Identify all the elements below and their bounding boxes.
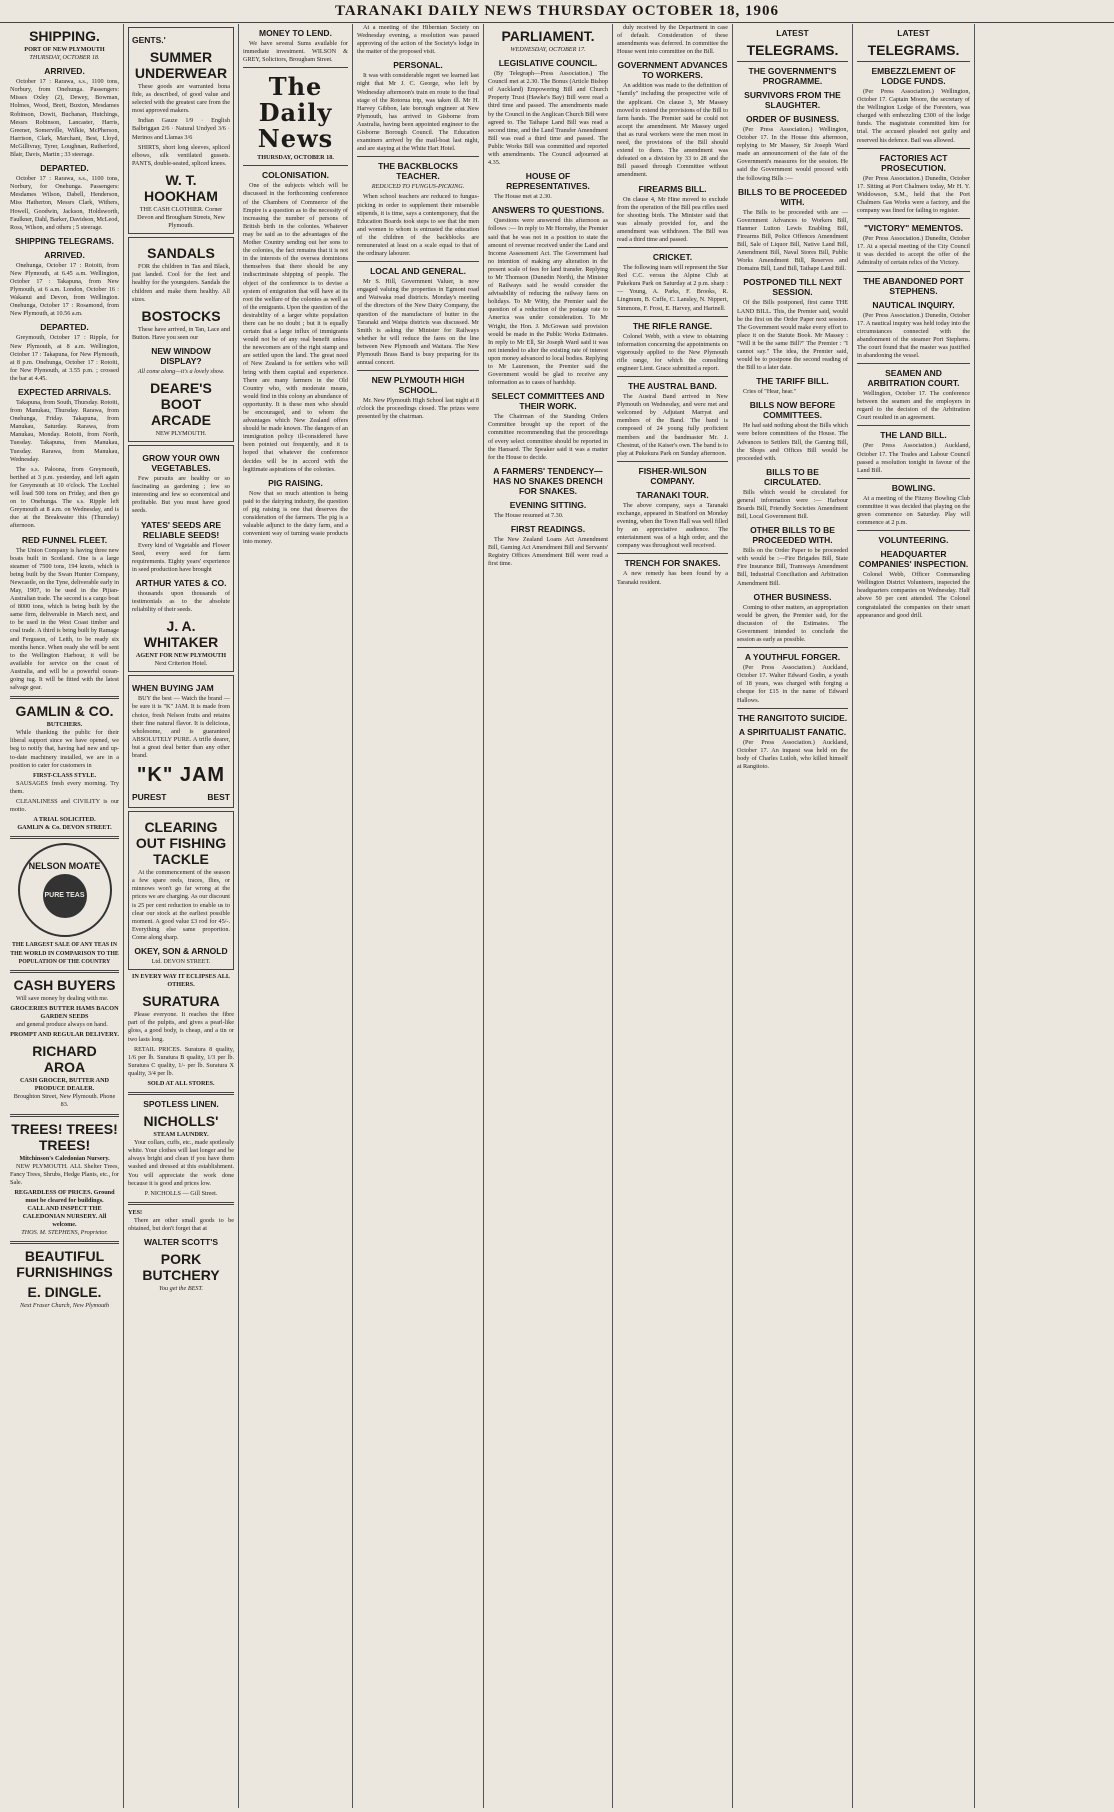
arrived2-text: Onehunga, October 17 : Rotoiti, from New Plymouth, at 6.45 a.m. Wellington, October 17 : Takapuna, from New Plymouth, at 6 a.m. London, October 16 : Wakanui and Devon, from Wellington. Onehunga, October 17 : Rosamond, from New Plymouth, at 10.56 a.m. (10, 261, 119, 318)
house-heading: HOUSE OF REPRESENTATIVES. (506, 171, 590, 192)
pork-butchery: PORK BUTCHERY (142, 1251, 220, 1284)
first-class: FIRST-CLASS STYLE. (32, 771, 97, 779)
land-text: (Per Press Association.) Auckland, October 17. The Trades and Labour Council passed a resolution tonight in favour of the Land Bill. (857, 442, 970, 474)
gov-advances-text: An addition was made to the definition of "family" including the prospective wife of the applicant. On clause 3, Mr Massey moved to extend the provisions of the Bill to farm hands. The Premier said he could not accept the amendment. Mr Massey urged that as rural workers were the men most in need, the provisions of the Bill should extend to them. The amendment was defeated on a division by 33 to 28 and the Bill passed through Committee without amendment. (617, 82, 728, 179)
port-heading: PORT OF NEW PLYMOUTH (24, 46, 105, 53)
k-jam-ad (128, 675, 234, 808)
select-text: The Chairman of the Standing Orders Committee brought up the report of the committee recommending that the proceedings of every select committee should be reported in the Hansard. The Speaker said it was a matter for the House to decide. (488, 413, 608, 461)
fisher-text: The above company, says a Taranaki exchange, appeared in Stratford on Monday evening, when the Town Hall was well filled by an appreciative audience. The entertainment was of a high order, and the company was throughout well received. (617, 501, 728, 550)
hookham-name: W. T. HOOKHAM (144, 171, 218, 204)
circulated-text: Bills which would be circulated for general information were :— Harbour Boards Bill, Friendly Societies Amendment Bill, Local Government Bill. (737, 488, 848, 521)
sold-stores: SOLD AT ALL STORES. (147, 1080, 215, 1087)
cricket-text: The following team will represent the Star Red C.C. versus the Alpine Club at Pukekura Park on Saturday at 2 p.m. sharp :— Young, A. Parks, F. Brooks, R. Lingmum, B. Cuffe, C. Lansley, N. Nippert, Simmons, F. Frost, E. Harvey, and Hartnell. (617, 264, 728, 312)
personal-text: It was with considerable regret we learned last night that Mr J. C. George, who left by Wednesday afternoon's train en route to the final stage of the Rotorua trip, was taken ill. Mr H. Harvey Gibbon, late borough engineer at New Plymouth, has arrived in Gisborne from Australia, having been appointed engineer to the Gisborne Borough Council. The Education examiners arrived by the mail-boat last night, and are staying at the White Hart Hotel. (357, 72, 479, 153)
column-parliament-2 (613, 24, 733, 1808)
arrived2-heading: ARRIVED. (44, 249, 85, 260)
column-news (353, 24, 484, 1808)
band-text: The Austral Band arrived in New Plymouth on Wednesday, and were met and welcomed by Adjutant Marryat and members of the Band. The band is composed of 24 young fully proficient members and the bandmaster Mr. J. Chestnut, of the Kaiser's own. The band is to play at Pukekura Park on Sunday afternoon. (617, 393, 728, 457)
gents-label: GENTS.' (132, 35, 166, 45)
departed-heading: DEPARTED. (40, 163, 89, 174)
k-jam-best: BEST (207, 792, 230, 803)
rangitoto-heading: THE RANGITOTO SUICIDE. (737, 712, 848, 723)
youthful-heading: A YOUTHFUL FORGER. (744, 652, 841, 663)
nicholls-address: P. NICHOLLS — Gill Street. (144, 1189, 218, 1197)
volunteering-heading: VOLUNTEERING. (878, 535, 949, 546)
cricket-heading: CRICKET. (652, 252, 693, 263)
nicholls-text: Your collars, cuffs, etc., made spotlessly white. Your clothes will last longer and be always bright and clean if you have them washed and dressed at this establishment. You will appreciate the work done because it is good and prices low. (128, 1139, 234, 1187)
stephens: THOS. M. STEPHENS, Proprietor. (21, 1229, 108, 1237)
spotless-heading: SPOTLESS LINEN. (143, 1099, 219, 1110)
circulated-heading: BILLS TO BE CIRCULATED. (764, 466, 821, 487)
okey-ad (128, 811, 234, 970)
aroa-heading: RICHARD AROA (32, 1043, 97, 1076)
answers-heading: ANSWERS TO QUESTIONS. (491, 205, 605, 216)
whitaker-name: J. A. WHITAKER (143, 618, 219, 651)
deare-ad (128, 237, 234, 442)
colonisation-text: One of the subjects which will be discussed in the forthcoming conference of the Chambers of Commerce of the Empire is a question as to the necessity of increasing the number of persons of British birth in the colonies. Whatever may be said as to the advantages of the Mother Country sending out her sons to the colonies, the fact remains that it is not in the interests of the oversea dominions themselves that there should be any indiscriminate shipping of people. The object of the conference is to devise a system of emigration that will have at its root the welfare of the colonies as well as of the emigrants. Upon the question of the desirability of a larger white population there can be no doubt ; but it is equally certain that a large influx of immigrants would not be of any real benefit unless the newcomers are of the right stamp and are settled upon the land. The great need of New Zealand is for settlers who will bring with them capital and experience. There are many farmers in the Old Country who, with moderate means, would find in this colony an abundance of opportunity. It is these men who should be encouraged, and to whom the advantages which New Zealand offers should be made known. The dangers of an immigration policy ill-considered have been pointed out frequently, and it is hoped that whatever the conference decides will be in accord with the legitimate aspirations of the colonies. (243, 182, 348, 473)
answers-text: Questions were answered this afternoon as follows :— In reply to Mr Hornsby, the Premier said that he was not in a position to state the amount of revenue received under the Land and Income Assessment Act. The Government had no intention of making any alteration in the present scale of fees for land transfer. Replying to Mr Thomson (Dunedin North), the Minister of Railways said he would consider the advisability of reducing the railway fares on holidays. To Mr Witty, the Premier said the question of a reduction of the postage rate to America was under consideration. To Mr Wright, the Hon. J. McGowan said provision would be made in the Public Works Estimates. In reply to Mr Ell, Sir Joseph Ward said it was not intended to alter the existing rate of interest upon money advanced to local bodies. Replying to Mr Laurenson, the Premier said the Government would be glad to receive any information as to cases of hardship. (488, 217, 608, 387)
order-heading: ORDER OF BUSINESS. (745, 114, 840, 124)
embezzlement-text: (Per Press Association.) Wellington, October 17. Captain Moore, the secretary of the Wellington Lodge of the Foresters, was charged with embezzling £300 of the lodge funds. The magistrate committed him for trial. The accused pleaded not guilty and reserved his defence. Bail was allowed. (857, 88, 970, 144)
firearms-heading: FIREARMS BILL. (638, 183, 707, 194)
whitaker-sub: AGENT FOR NEW PLYMOUTH (135, 652, 227, 660)
dingle-address: Next Fraser Church, New Plymouth (20, 1302, 109, 1310)
k-jam-purest: PUREST (132, 792, 167, 803)
column-ads-1 (124, 24, 239, 1808)
trial: A TRIAL SOLICITED. (33, 816, 96, 824)
mitchinson: Mitchinson's Caledonian Nursery. (19, 1154, 110, 1162)
yates-heading: YATES' SEEDS ARE RELIABLE SEEDS! (140, 519, 222, 540)
money-heading: MONEY TO LEND. (259, 28, 332, 38)
youthful-text: (Per Press Association.) Auckland, October 17. Walter Edward Godin, a youth of 18 years, was charged with forging a cheque for £15 in the name of Edward Hallows. (737, 664, 848, 704)
window-display: NEW WINDOW DISPLAY? (151, 345, 211, 366)
nelson-moate-logo (18, 843, 112, 937)
select-heading: SELECT COMMITTEES AND THEIR WORK. (491, 391, 605, 412)
firearms-text: On clause 4, Mr Hine moved to exclude from the operation of the Bill pea rifles used for shooting birds. The Minister said that was already provided for, and the amendment was withdrawn. The Bill was read a third time and passed. (617, 195, 728, 243)
daily-date: THURSDAY, OCTOBER 18. (257, 154, 334, 162)
bowling-heading: BOWLING. (891, 482, 936, 493)
departed-text: October 17 : Rarawa, s.s., 1100 tons, Norbury, for Onehunga. Passengers: Mesdames Wilson, Dabell, Henderson, Miss Hatherton, Messrs Clark, Withers, Howell, Goodwin, Jackson, Holdsworth, Faulkner, Dahl, Barker, Davidson, McLeod, Ross, Wilson, and others ; 5 steerage. (10, 175, 119, 231)
column-shipping (6, 24, 124, 1808)
legislative-heading: LEGISLATIVE COUNCIL. (498, 58, 598, 69)
nelson-pure-teas: PURE TEAS (44, 892, 85, 900)
regardless: REGARDLESS OF PRICES. Ground must be cleared for buildings. (14, 1188, 115, 1204)
nicholls-sub: STEAM LAUNDRY. (153, 1131, 209, 1139)
hq-text: Colonel Webb, Officer Commanding Wellington District Volunteers, inspected the headquarters companies on Wednesday. Half above 50 per cent attended. The Colonel congratulated the companies on their smart appearance and good drill. (857, 571, 970, 619)
local-text: Mr S. Hill, Government Valuer, is now engaged valuing the properties in Egmont road and Waiwaka road districts. Monday's meeting of the directors of the New Dairy Company, the question of the manufacture of butter in the Taranaki and Waipa districts was discussed. Mr Smith is asking the Minister for Railways whether he will reduce the fares on the line between New Plymouth and Waitara. The New Plymouth Brass Band is busy preparing for its annual concert. (357, 278, 479, 367)
bills-text: The Bills to be proceeded with are — Government Advances to Workers Bill, Hanmer Lutton Lewis Enabling Bill, Firearms Bill, Police Offences Amendment Bill, Sale of Liquor Bill, Native Land Bill, Amendment Bill, Naval Stores Bill, Public Works Amendment Bill, Reserves and Domains Bill, Land Bill, Taihape Land Bill. (737, 208, 848, 273)
eclipse-line: IN EVERY WAY IT ECLIPSES ALL OTHERS. (131, 973, 231, 989)
parliament-heading: PARLIAMENT. (501, 28, 595, 44)
bostocks-heading: BOSTOCKS (141, 307, 221, 324)
nicholls-heading: NICHOLLS' (143, 1113, 219, 1130)
nautical-heading: NAUTICAL INQUIRY. (872, 299, 955, 310)
tariff-text: Cries of "Hear, hear." (743, 388, 797, 396)
order-text: (Per Press Association.) Wellington, October 17. In the House this afternoon, replying to Mr Massey, Sir Joseph Ward made an announcement of the fate of the Government's measures for the session. He said the Government would proceed with the following Bills :— (737, 126, 848, 182)
gamlin-footer: GAMLIN & Co. DEVON STREET. (17, 824, 112, 832)
nelson-text: THE LARGEST SALE OF ANY TEAS IN THE WORLD IN COMPARISON TO THE POPULATION OF THE COUNTRY (10, 942, 119, 965)
yates-ad (128, 445, 234, 672)
fanatic-heading: A SPIRITUALIST FANATIC. (738, 726, 847, 737)
sandals-heading: SANDALS (147, 245, 215, 262)
sausages: SAUSAGES fresh every morning. Try them. (10, 779, 119, 795)
pig-heading: PIG RAISING. (268, 477, 323, 488)
survivors-heading: SURVIVORS FROM THE SLAUGHTER. (744, 90, 841, 110)
rifle-heading: THE RIFLE RANGE. (632, 320, 713, 331)
fisher-heading: FISHER-WILSON COMPANY. (638, 465, 707, 486)
daily-news-title: The Daily News (257, 72, 334, 154)
programme-heading: THE GOVERNMENT'S PROGRAMME. (748, 66, 837, 86)
k-jam-logo: "K" JAM (136, 764, 226, 787)
bostocks-text: These have arrived, in Tan, Lace and Button. Have you seen our (132, 325, 230, 341)
telegrams-heading-2: TELEGRAMS. (867, 42, 960, 58)
hookham-ad (128, 27, 234, 234)
okey-sub: Ltd. DEVON STREET. (151, 957, 211, 965)
fanatic-text: (Per Press Association.) Auckland, October 17. An inquest was held on the body of Charles Lutloh, who killed himself at Rangitoto. (737, 738, 848, 770)
bowling-text: At a meeting of the Fitzroy Bowling Club committee it was decided that playing on the green commence on Saturday. Play will commence at 2 p.m. (857, 494, 970, 527)
bills-now-text: He had said nothing about the Bills which were before committees of the House. The Advances to Settlers Bill, the Gaming Bill, the Shops and Offices Bill would be proceeded with. (737, 422, 848, 462)
underwear-items: Indian Gauze 1/9 · English Balbriggan 2/6 · Natural Undyed 3/6 · Merinos and Llamas 3/6 (132, 117, 230, 141)
drench-heading: TRENCH FOR SNAKES. (624, 558, 721, 569)
band-heading: THE AUSTRAL BAND. (628, 381, 717, 392)
column-parliament (484, 24, 613, 1808)
victory-text: (Per Press Association.) Dunedin, October 17. At a special meeting of the City Council it was decided to accept the offer of the Admiralty of certain relics of the Victory. (857, 235, 970, 267)
postponed-text: Of the Bills postponed, first came THE LAND BILL. This, the Premier said, would be the first on the Order Paper next session. The Government would make every effort to place it on the Statute Book. Mr Massey : "Will it be the same Bill?" The Premier : "I cannot say." The idea, the Premier said, would be to postpone the second reading of the Bill to a later date. (737, 299, 848, 372)
bills-now-heading: BILLS NOW BEFORE COMMITTEES. (749, 400, 836, 421)
general-produce: and general produce always on hand. (16, 1020, 108, 1028)
other-business-text: Coming to other matters, an appropriation would be given, the Premier said, for the discussion of the Estimates. The Government intended to conclude the session as early as possible. (737, 603, 848, 644)
gamlin-text: While thanking the public for their liberal support since we have opened, we beg to notify that, having had new and up-to-date machinery installed, we are in a position to cater for customers in (10, 729, 119, 769)
nelson-moate-name: NELSON MOATE (28, 861, 101, 872)
latest-label-2: LATEST (897, 28, 930, 38)
yes-label: YES! (128, 1208, 143, 1216)
whitaker-address: Next Criterion Hotel. (154, 660, 208, 668)
shipping-telegrams-heading: SHIPPING TELEGRAMS. (15, 235, 114, 246)
high-school-heading: NEW PLYMOUTH HIGH SCHOOL. (371, 375, 465, 396)
window-display-sub: All come along—it's a lovely show. (137, 367, 225, 375)
arrived-heading: ARRIVED. (44, 66, 85, 77)
grow-text: Few pursuits are healthy or so fascinating as gardening ; few so interesting and few so economical and profitable. But you must have good seeds. (132, 475, 230, 515)
grow-heading: GROW YOUR OWN VEGETABLES. (142, 453, 220, 474)
house-text: The House met at 2.30. (494, 193, 552, 201)
clearing-heading: CLEARING OUT FISHING TACKLE (135, 819, 227, 868)
land-heading: THE LAND BILL. (880, 430, 947, 441)
backblocks-sub: REDUCED TO FUNGUS-PICKING. (371, 183, 465, 191)
hibernian-text: At a meeting of the Hibernian Society on Wednesday evening, a resolution was passed approving of the action of the Society's lodge in the matter of the proposed visit. (357, 24, 479, 56)
summer-underwear: SUMMER UNDERWEAR (134, 49, 228, 81)
seamen-text: Wellington, October 17. The conference between the seamen and the employers in regard to the decision of the Arbitration Court resulted in an agreement. (857, 390, 970, 422)
arthur-text: thousands upon thousands of testimonials as to the absolute reliability of their seeds. (132, 589, 230, 614)
suratura-heading: SURATURA (142, 993, 220, 1010)
legislative-text: (By Telegraph—Press Association.) The Council met at 2.30. The Bonus (Article Bishop of Auckland) Empowering Bill and Church Property Trust (Hawke's Bay) Bill were read a third time and passed. The amendments made by the Council in the Anglican Church Bill were agreed to. The Taihape Land Bill was read a second time, and the Land Transfer Amendment Bill was read a third time and passed. The Public Works Bill was committed and reported with amendments. The Council adjourned at 4.35. (488, 70, 608, 167)
red-funnel-text: The Union Company is having three new boats built in Scotland. One is a large steamer of 7500 tons, 194 knots, which is being built by the Swan Hunter Company, Newcastle, on the Tyne, deliverable early in May, 1907, to be used in the Pijian-Australian trade. The second is a cargo boat of 8000 tons, which is being built by the same firm, deliverable in March next, and to be used in the West Coast timber and coal trade. A third is being built by Ramage and Ferguson, of Leith, to be ready six months hence. When ready she will be sent to the Wellington Harbour, it will be available for service on the coast of Australia, and will be a powerful ocean-going tug. It will be fitted with the latest salvage gear. (10, 546, 119, 692)
when-buying: WHEN BUYING JAM (132, 683, 214, 694)
drench-text: A new remedy has been found by a Taranaki resident. (617, 570, 728, 586)
first-readings-heading: FIRST READINGS. (510, 523, 586, 534)
column-telegrams-2 (853, 24, 975, 1808)
shipping-notes: The s.s. Paloona, from Greymouth, berthed at 3 p.m. yesterday, and left again for Greymouth at 10 o'clock. The Lochiel will load 500 tons on Friday, and then go on to Onehunga. The s.s. Ripple left Greymouth at 8 a.m. on Wednesday, and is due at the Breakwater this (Thursday) afternoon. (10, 465, 119, 530)
shirts-pants: SHIRTS, short long sleeves, spliced elbows, silk ventilated gussets. PANTS, double-seated, spliced knees. (132, 143, 230, 167)
arrived-text: October 17 : Rarawa, s.s., 1100 tons, Norbury, from Onehunga. Passengers: Misses Oxley (2), Dewey, Bowman, Holmes, Wood, Brett, Buxton, Mesdames Robinson, Dowit, Buchanan, Hutchings, Messrs Robinson, Lancaster, Harris, Greener, Somerville, Wilkie, McPherson, Harrison, Clark, Marchant, Best, Lloyd, McGillivray, Tyrer, Loughnan, Rutherford, Blair, Davis, Martin ; 33 steerage. (10, 78, 119, 159)
other-bills-heading: OTHER BILLS TO BE PROCEEDED WITH. (750, 525, 835, 546)
trees-heading: TREES! TREES! TREES! (11, 1120, 118, 1153)
abandoned-heading: THE ABANDONED PORT STEPHENS. (863, 275, 964, 296)
farmers-heading: A FARMERS' TENDENCY—HAS NO SNAKES DRENCH FOR SNAKES. (493, 465, 603, 496)
gov-advances-heading: GOVERNMENT ADVANCES TO WORKERS. (617, 60, 728, 81)
okey-name: OKEY, SON & ARNOLD (134, 945, 228, 956)
arthur-yates: ARTHUR YATES & CO. (135, 577, 227, 588)
evening-heading: EVENING SITTING. (509, 499, 587, 510)
other-bills-text: Bills on the Order Paper to be proceeded with would be :—Fire Brigades Bill, State Fire Insurance Bill, Tramways Amendment Bill, Industrial Conciliation and Arbitration Amendment Bill. (737, 547, 848, 587)
deare-name: DEARE'S BOOT ARCADE (150, 379, 212, 428)
walter-scott: WALTER SCOTT'S (143, 1237, 219, 1248)
money-text: We have several Sums available for immediate investment. WILSON & GREY, Solicitors, Brougham Street. (243, 40, 348, 64)
dingle-heading: E. DINGLE. (27, 1284, 102, 1301)
postponed-heading: POSTPONED TILL NEXT SESSION. (743, 277, 842, 298)
cash-text: Will save money by dealing with me. (16, 994, 109, 1002)
shipping-heading: SHIPPING. (29, 28, 100, 44)
sandals-text: FOR the children in Tan and Black, just landed. Cool for the feet and healthy for the youngsters. Sandals the children and make them healthy. All sizes. (132, 263, 230, 303)
cash-heading: CASH BUYERS (13, 976, 116, 993)
expected-text: Takapuna, from South, Thursday. Rotoiti, from Manukau, Thursday. Rarawa, from Onehunga, Friday. Takapuna, from Manukau, Saturday. Rarawa, from Manukau, Monday. Rotoiti, from North, Tuesday. Takapuna, from Manukau, Tuesday. Rarawa, from Manukau, Wednesday. (10, 399, 119, 463)
first-readings-text: The New Zealand Loans Act Amendment Bill, Gaming Act Amendment Bill and Servants' Registry Offices Amendment Bill were read a first time. (488, 535, 608, 568)
cleanliness: CLEANLINESS and CIVILITY is our motto. (10, 798, 119, 814)
suratura-prices: RETAIL PRICES. Suratura 8 quality, 1/6 per lb. Suratura B quality, 1/3 per lb. Suratura C quality, 1/- per lb. Suratura X quality, 3/4 per lb. (128, 1045, 234, 1077)
best-go: You get the BEST. (159, 1285, 203, 1293)
expected-heading: EXPECTED ARRIVALS. (17, 387, 112, 397)
telegrams-heading: TELEGRAMS. (746, 42, 839, 58)
rifle-text: Colonel Webb, with a view to obtaining information concerning the appointments on vigorously applied to the New Plymouth rifle range, for which the consulting engineer Lient. Grace submitted a report. (617, 332, 728, 372)
seamen-heading: SEAMEN AND ARBITRATION COURT. (867, 368, 960, 389)
pig-text: Now that so much attention is being paid to the dairying industry, the question of pig raising is one that deserves the consideration of the farmers. The pig is a valuable adjunct to the dairy farm, and a convenient way of turning waste products into money. (243, 489, 348, 546)
call-inspect: CALL AND INSPECT THE CALEDONIAN NURSERY. All welcome. (22, 1205, 107, 1229)
factories-text: (Per Press Association.) Dunedin, October 17. Sitting at Port Chalmers today, Mr H. Y. Widdowson, S.M., held that the Port Chalmers Gas Works were a factory, and the company was fined for failing to register. (857, 174, 970, 215)
column-editorial (239, 24, 353, 1808)
yes-text: There are other small goods to be obtained, but don't forget that at (128, 1216, 234, 1233)
backblocks-text: When school teachers are reduced to fungus-picking in order to supplement their miserable stipends, it is time, says a contemporary, that the Education Boards took steps to see that the men and women to whom is entrusted the education of the children of the backblocks are remunerated at least on a scale equal to that of the ordinary labourer. (357, 193, 479, 258)
personal-heading: PERSONAL. (393, 60, 443, 71)
embezzlement-heading: EMBEZZLEMENT OF LODGE FUNDS. (871, 66, 956, 86)
jam-text: BUY the best — Watch the brand — be sure it is "K" JAM. It is made from choice, fresh Nelson fruits and retains their fine natural flavor. It is delicious, wholesome, and is guaranteed ABSOLUTELY PURE. A trifle dearer, but a great deal better than any other brand. (132, 695, 230, 760)
victory-heading: "VICTORY" MEMENTOS. (863, 223, 964, 234)
departed2-text: Greymouth, October 17 : Ripple, for New Plymouth, at 8 a.m. Wellington, October 17 : Takapuna, for New Plymouth, at 8 p.m. Onehunga, October 17 : Rotoiti, for New Plymouth, at 3.55 p.m. ; crossed the bar at 4.45. (10, 334, 119, 382)
backblocks-heading: THE BACKBLOCKS TEACHER. (378, 161, 458, 182)
other-business-heading: OTHER BUSINESS. (753, 591, 832, 602)
clearing-text: At the commencement of the season a few spare reels, traces, flies, or minnows won't go far wrong at the prices we are charging. As our discount is 25 per cent reduction to enable us to clear our stock at the earliest possible moment. A good value £3 rod for 45/-. Everything else same proportion. Come along sharp. (132, 869, 230, 941)
evening-text: The House resumed at 7.30. (494, 511, 564, 519)
aroa-sub: CASH GROCER, BUTTER AND PRODUCE DEALER. (19, 1077, 110, 1093)
masthead (0, 0, 1114, 23)
beautiful-heading: BEAUTIFUL FURNISHINGS (16, 1248, 113, 1281)
aroa-address: Broughton Street, New Plymouth. Phone 83. (13, 1093, 116, 1109)
deare-address: NEW PLYMOUTH. (155, 429, 207, 437)
colonisation-heading: COLONISATION. (262, 170, 329, 181)
masthead-title: TARANAKI DAILY NEWS THURSDAY OCTOBER 18, 1906 (334, 3, 780, 19)
local-heading: LOCAL AND GENERAL. (370, 266, 466, 277)
nautical-text: (Per Press Association.) Dunedin, October 17. A nautical inquiry was held today into the circumstances connected with the abandonment of the steamer Port Stephens. The court found that the master was justified in abandoning the vessel. (857, 311, 970, 359)
latest-label: LATEST (776, 28, 809, 38)
bills-heading: BILLS TO BE PROCEEDED WITH. (738, 186, 847, 207)
suratura-text: Please everyone. It reaches the fibre part of the pulpits, and gives a pearl-like gloss, a good body, is cheap, and a tin or two lasts long. (128, 1011, 234, 1043)
column-telegrams-1 (733, 24, 853, 1808)
hq-heading: HEADQUARTER COMPANIES' INSPECTION. (858, 549, 969, 570)
column-grid (6, 24, 1106, 1808)
high-school-text: Mr. New Plymouth High School last night at 8 o'clock the proceedings closed. The prizes were presented by the chairman. (357, 397, 479, 421)
hookham-sub: THE CASH CLOTHIER. Corner Devon and Brougham Streets, New Plymouth. (137, 205, 225, 230)
prompt-delivery: PROMPT AND REGULAR DELIVERY. (10, 1031, 119, 1039)
departed2-heading: DEPARTED. (40, 322, 89, 333)
nursery-text: NEW PLYMOUTH. ALL Shelter Trees, Fancy Trees, Shrubs, Hedge Plants, etc., for Sale. (10, 1162, 119, 1186)
taranaki-tour-heading: TARANAKI TOUR. (636, 489, 709, 500)
factories-heading: FACTORIES ACT PROSECUTION. (879, 152, 948, 173)
groceries: GROCERIES BUTTER HAMS BACON GARDEN SEEDS (10, 1004, 119, 1020)
gov-intro-text: duly received by the Department in case of default. Consideration of these amendments was deferred. In committee the House went into committee on the Bill. (617, 24, 728, 56)
underwear-text: These goods are warranted bona fide, as described, of good value and selected with the greatest care from the most approved makers. (132, 83, 230, 115)
shipping-date: THURSDAY, OCTOBER 18. (29, 54, 100, 62)
yates-text: Every kind of Vegetable and Flower Seed, every seed for farm requirements. Eighty years' experience in seed production have brought (132, 541, 230, 573)
gamlin-heading: GAMLIN & CO. (15, 703, 114, 720)
red-funnel-heading: RED FUNNEL FLEET. (21, 534, 108, 545)
parliament-date: WEDNESDAY, OCTOBER 17. (510, 46, 586, 53)
gamlin-sub: BUTCHERS. (46, 721, 83, 729)
tea-emblem-icon (43, 874, 87, 918)
tariff-heading: THE TARIFF BILL. (756, 376, 829, 387)
